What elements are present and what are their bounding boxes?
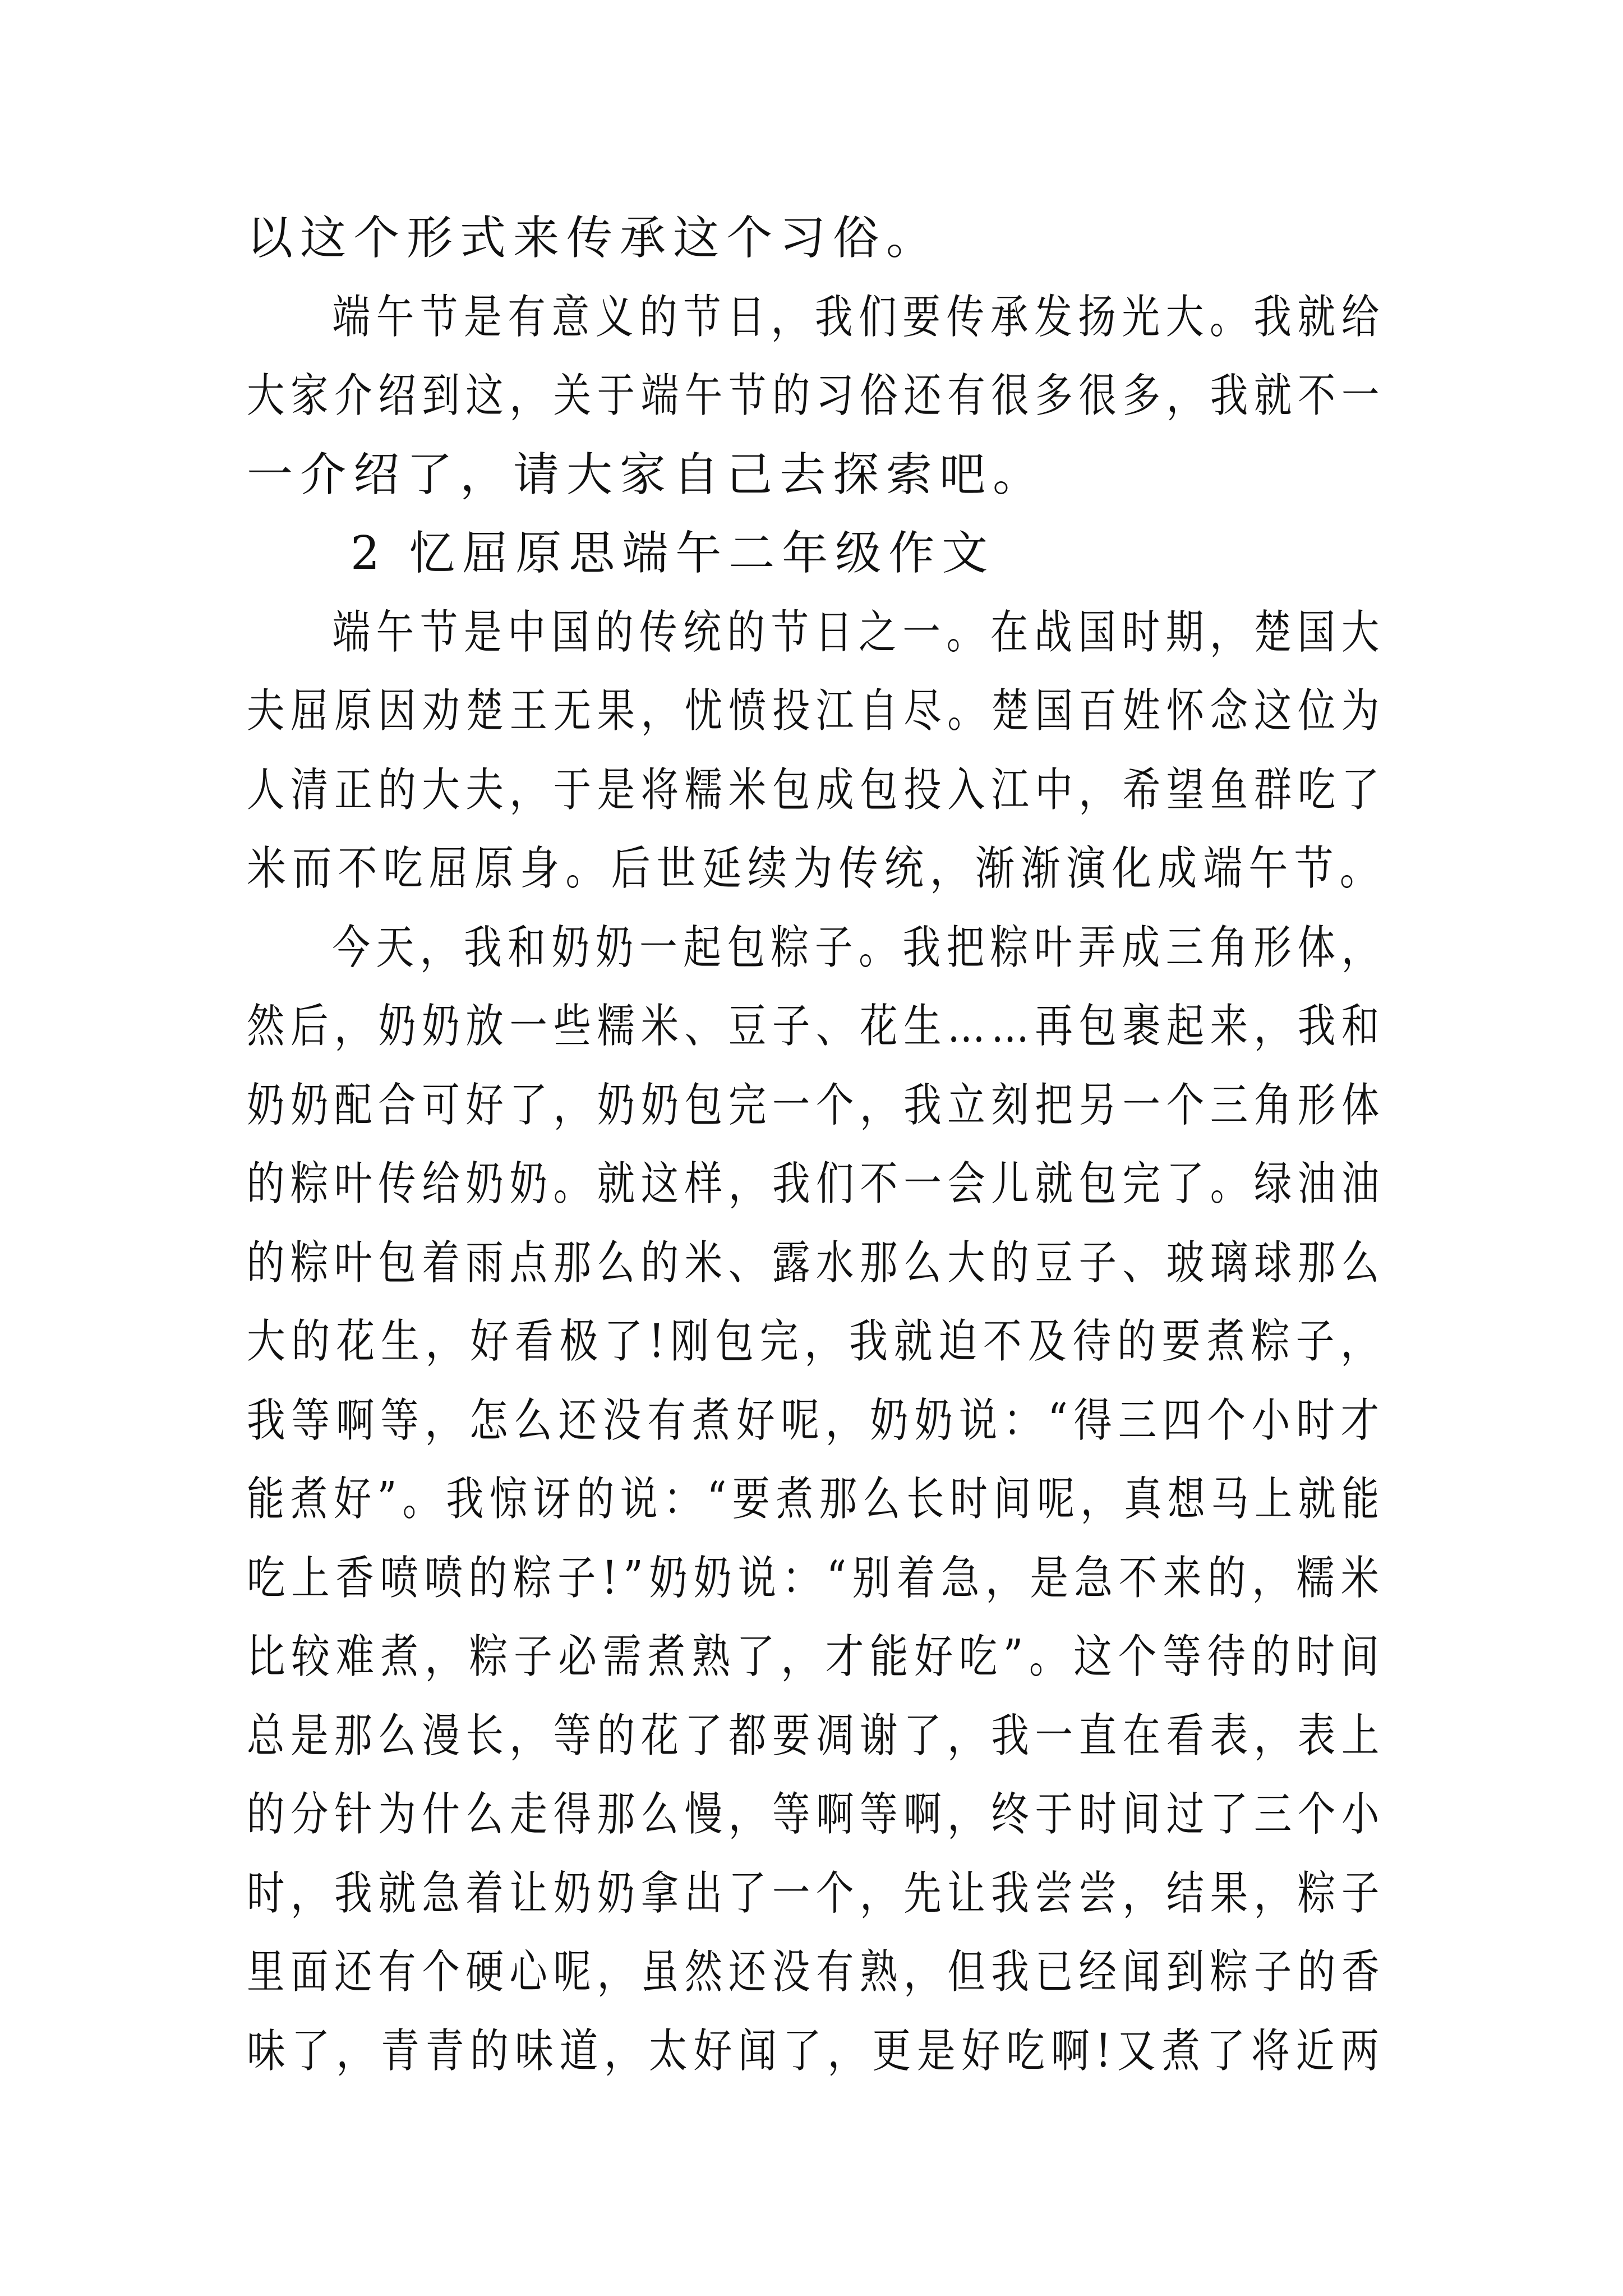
text-line: 今天，我和奶奶一起包粽子。我把粽叶弄成三角形体，	[332, 921, 1385, 974]
text-line: 奶奶配合可好了，奶奶包完一个，我立刻把另一个三角形体	[247, 1078, 1386, 1132]
text-line: 吃上香喷喷的粽子!”奶奶说：“别着急，是急不来的，糯米	[247, 1551, 1385, 1605]
document-body	[247, 199, 1385, 2091]
text-line: 的粽叶包着雨点那么的米、露水那么大的豆子、玻璃球那么	[247, 1236, 1386, 1290]
text-line: 大的花生，好看极了!刚包完，我就迫不及待的要煮粽子，	[247, 1315, 1385, 1368]
text-line: 2 忆屈原思端午二年级作文	[351, 527, 995, 580]
text-line: 时，我就急着让奶奶拿出了一个，先让我尝尝，结果，粽子	[247, 1866, 1386, 1920]
text-line: 夫屈原因劝楚王无果，忧愤投江自尽。楚国百姓怀念这位为	[247, 684, 1386, 738]
text-line: 里面还有个硬心呢，虽然还没有熟，但我已经闻到粽子的香	[247, 1945, 1386, 1999]
text-line: 一介绍了，请大家自己去探索吧。	[247, 448, 1046, 501]
text-line: 端午节是中国的传统的节日之一。在战国时期，楚国大	[332, 605, 1385, 659]
text-line: 比较难煮，粽子必需煮熟了，才能好吃”。这个等待的时间	[247, 1630, 1385, 1683]
text-line: 我等啊等，怎么还没有煮好呢，奶奶说：“得三四个小时才	[247, 1393, 1385, 1447]
text-line: 总是那么漫长，等的花了都要凋谢了，我一直在看表，表上	[247, 1709, 1386, 1763]
text-line: 味了，青青的味道，太好闻了，更是好吃啊!又煮了将近两	[247, 2024, 1385, 2078]
text-line: 人清正的大夫，于是将糯米包成包投入江中，希望鱼群吃了	[247, 763, 1386, 817]
text-line: 米而不吃屈原身。后世延续为传统，渐渐演化成端午节。	[247, 842, 1385, 895]
text-line: 大家介绍到这，关于端午节的习俗还有很多很多，我就不一	[247, 369, 1386, 422]
text-line: 以这个形式来传承这个习俗。	[247, 211, 940, 265]
text-line: 的分针为什么走得那么慢，等啊等啊，终于时间过了三个小	[247, 1788, 1386, 1841]
text-line: 能煮好”。我惊讶的说：“要煮那么长时间呢，真想马上就能	[247, 1473, 1385, 1526]
text-line: 端午节是有意义的节日，我们要传承发扬光大。我就给	[332, 290, 1385, 344]
text-line: 然后，奶奶放一些糯米、豆子、花生……再包裹起来，我和	[247, 1000, 1386, 1053]
text-line: 的粽叶传给奶奶。就这样，我们不一会儿就包完了。绿油油	[247, 1157, 1386, 1211]
